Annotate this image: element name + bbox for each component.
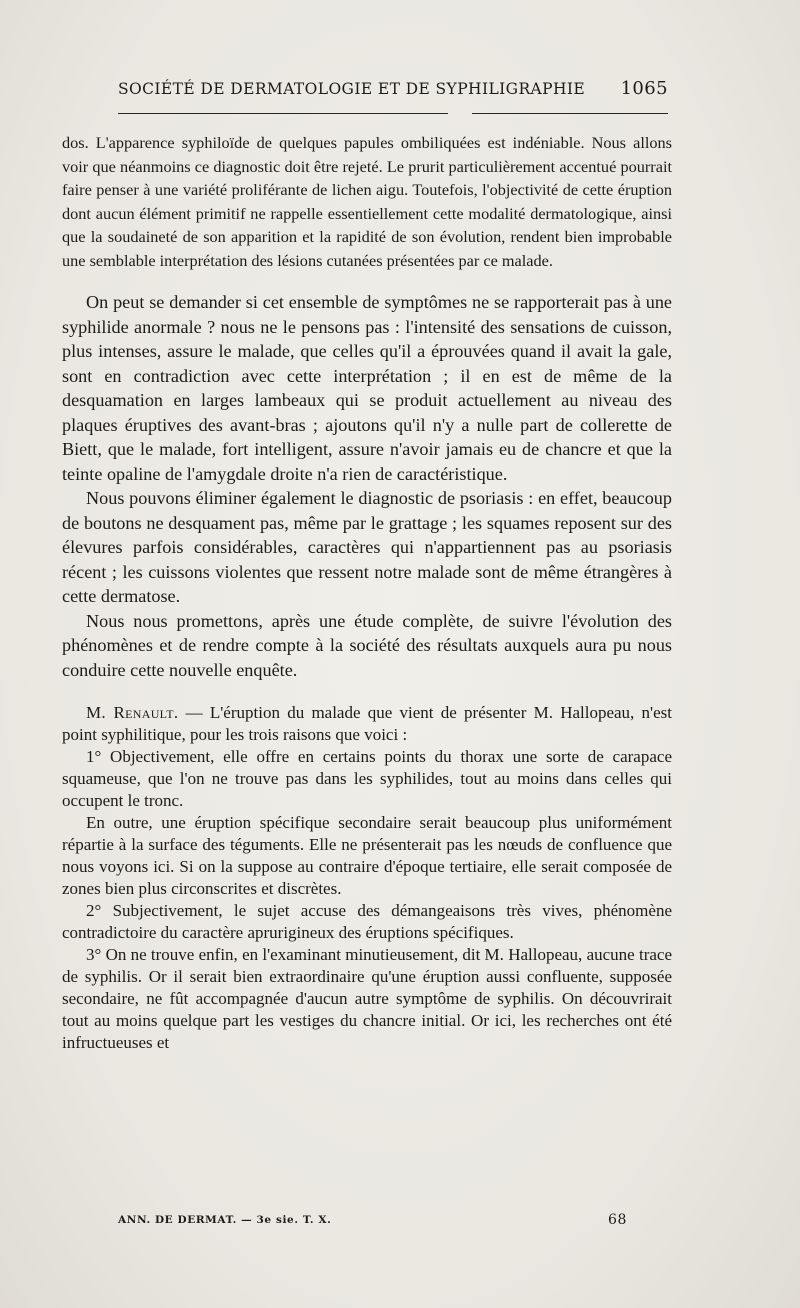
running-title: SOCIÉTÉ DE DERMATOLOGIE ET DE SYPHILIGRAPHIE	[118, 80, 586, 98]
body-text	[62, 131, 672, 1054]
paragraph-2: On peut se demander si cet ensemble de symptômes ne se rapporterait pas à une syphilide anormale ? nous ne le pensons pas : l'intensité des sensations de cuisson, plus intenses, assure le malade, que celles qu'il a éprouvées quand il avait la gale, sont en contradiction avec cette interprétation ; il en est de même de la desquamation en larges lambeaux qui se produit actuellement au niveau des plaques éruptives des avant-bras ; ajoutons qu'il n'y a nulle part de collerette de Biett, que le malade, fort intelligent, assure n'avoir jamais eu de chancre et que la teinte opaline de l'amygdale droite n'a rien de caractéristique.	[62, 292, 672, 484]
paragraph-3: Nous pouvons éliminer également le diagnostic de psoriasis : en effet, beaucoup de boutons ne desquament pas, même par le grattage ; les squames reposent sur des élevures parfois considérables, caractères qui n'appartiennent pas au psoriasis récent ; les cuissons violentes que ressent notre malade sont de même étrangères à cette dermatose.	[62, 488, 672, 606]
page-header	[118, 78, 668, 104]
section-diagnosis-intro	[62, 131, 672, 272]
paragraph-4: Nous nous promettons, après une étude complète, de suivre l'évolution des phénomènes et de rendre compte à la société des résultats auxquels aura pu nous conduire cette nouvelle enquête.	[62, 610, 672, 680]
paragraph-1: dos. L'apparence syphiloïde de quelques papules ombiliquées est indéniable. Nous allons voir que néanmoins ce diagnostic doit être rejeté. Le prurit particulièrement accentué pourrait faire penser à une variété proliférante de lichen aigu. Toutefois, l'objectivité de cette éruption dont aucun élément primitif ne rappelle essentiellement cette modalité dermatologique, ainsi que la soudaineté de son apparition et la rapidité de son évolution, rendent bien improbable une semblable interprétation des lésions cutanées présentées par ce malade.	[62, 133, 672, 270]
paragraph-8: 2° Subjectivement, le sujet accuse des démangeaisons très vives, phénomène contradictoire du caractère aprurigineux des éruptions spécifiques.	[62, 901, 672, 942]
page-number: 1065	[620, 78, 668, 99]
sheet-number: 68	[608, 1212, 628, 1228]
paragraph-7: En outre, une éruption spécifique secondaire serait beaucoup plus uniformément répartie à la surface des téguments. Elle ne présenterait pas les nœuds de confluence que nous voyons ici. Si on la suppose au contraire d'époque tertiaire, elle serait composée de zones bien plus circonscrites et discrètes.	[62, 813, 672, 898]
speaker-name: M. Renault.	[86, 703, 179, 722]
page-footer	[118, 1214, 638, 1232]
header-rule-right	[472, 113, 668, 114]
section-differential	[62, 290, 672, 682]
paragraph-6: 1° Objectivement, elle offre en certains points du thorax une sorte de carapace squameuse, que l'on ne trouve pas dans les syphilides, tout au moins dans celles qui occupent le tronc.	[62, 747, 672, 810]
header-rule-left	[118, 113, 448, 114]
paragraph-5	[62, 702, 672, 746]
printer-signature: ANN. DE DERMAT. — 3e sie. T. X.	[118, 1214, 332, 1226]
paragraph-9: 3° On ne trouve enfin, en l'examinant minutieusement, dit M. Hallopeau, aucune trace de syphilis. Or il serait bien extraordinaire qu'une éruption aussi confluente, supposée secondaire, ne fût accompagnée d'aucun autre symptôme de syphilis. On découvrirait tout au moins quelque part les vestiges du chancre initial. Or ici, les recherches ont été infructueuses et	[62, 945, 672, 1052]
section-renault-remarks	[62, 702, 672, 1054]
paragraph-5-text: — L'éruption du malade que vient de présenter M. Hallopeau, n'est point syphilitique, pour les trois raisons que voici :	[62, 703, 672, 744]
